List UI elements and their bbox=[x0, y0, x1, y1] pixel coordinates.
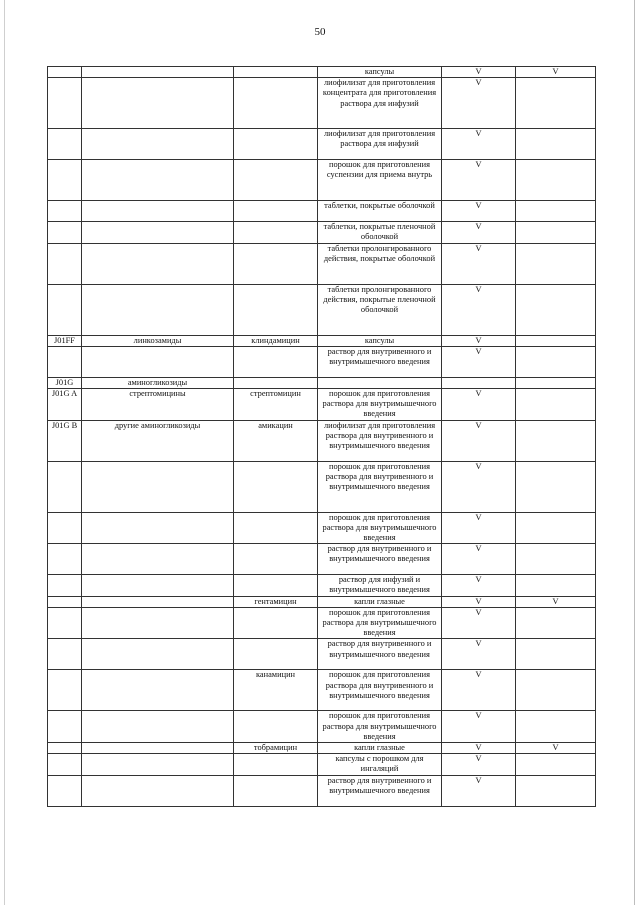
cell-pharm-group bbox=[82, 596, 234, 607]
cell-mark-1: V bbox=[442, 67, 516, 78]
table-row bbox=[48, 596, 596, 607]
cell-drug-name: гентамицин bbox=[234, 596, 318, 607]
cell-mark-1: V bbox=[442, 201, 516, 222]
cell-dosage-form: лиофилизат для приготовления концентрата для приготовления раствора для инфузий bbox=[318, 78, 442, 129]
cell-atc-code bbox=[48, 670, 82, 711]
cell-mark-1: V bbox=[442, 544, 516, 575]
page-number: 50 bbox=[314, 26, 326, 38]
cell-mark-2: V bbox=[516, 596, 596, 607]
cell-pharm-group bbox=[82, 222, 234, 243]
cell-dosage-form: капли глазные bbox=[318, 596, 442, 607]
cell-drug-name bbox=[234, 754, 318, 775]
table-row bbox=[48, 78, 596, 129]
cell-atc-code bbox=[48, 67, 82, 78]
table-row bbox=[48, 67, 596, 78]
cell-atc-code bbox=[48, 160, 82, 201]
cell-mark-2 bbox=[516, 711, 596, 743]
cell-mark-2 bbox=[516, 754, 596, 775]
cell-dosage-form: порошок для приготовления раствора для внутримышечного введения bbox=[318, 607, 442, 639]
cell-drug-name: тобрамицин bbox=[234, 743, 318, 754]
cell-atc-code bbox=[48, 461, 82, 512]
cell-dosage-form: капсулы bbox=[318, 67, 442, 78]
cell-drug-name bbox=[234, 639, 318, 670]
cell-mark-2 bbox=[516, 346, 596, 377]
cell-mark-1: V bbox=[442, 575, 516, 596]
cell-mark-2 bbox=[516, 461, 596, 512]
cell-pharm-group: стрептомицины bbox=[82, 389, 234, 421]
cell-mark-2 bbox=[516, 670, 596, 711]
cell-pharm-group bbox=[82, 711, 234, 743]
cell-drug-name bbox=[234, 377, 318, 388]
cell-atc-code bbox=[48, 754, 82, 775]
cell-mark-2 bbox=[516, 639, 596, 670]
cell-drug-name bbox=[234, 222, 318, 243]
cell-dosage-form: порошок для приготовления раствора для внутривенного и внутримышечного введения bbox=[318, 670, 442, 711]
cell-mark-1: V bbox=[442, 78, 516, 129]
cell-pharm-group bbox=[82, 461, 234, 512]
cell-pharm-group: аминогликозиды bbox=[82, 377, 234, 388]
cell-dosage-form: порошок для приготовления раствора для внутримышечного введения bbox=[318, 711, 442, 743]
table-row bbox=[48, 420, 596, 461]
cell-mark-1: V bbox=[442, 639, 516, 670]
cell-atc-code bbox=[48, 639, 82, 670]
cell-pharm-group bbox=[82, 670, 234, 711]
table-row bbox=[48, 377, 596, 388]
cell-atc-code bbox=[48, 201, 82, 222]
cell-atc-code bbox=[48, 743, 82, 754]
cell-pharm-group bbox=[82, 754, 234, 775]
cell-drug-name bbox=[234, 512, 318, 544]
cell-mark-2 bbox=[516, 222, 596, 243]
cell-mark-1: V bbox=[442, 129, 516, 160]
cell-atc-code: J01FF bbox=[48, 335, 82, 346]
table-row bbox=[48, 512, 596, 544]
cell-pharm-group bbox=[82, 575, 234, 596]
cell-mark-2: V bbox=[516, 743, 596, 754]
cell-mark-2 bbox=[516, 78, 596, 129]
cell-dosage-form: лиофилизат для приготовления раствора для инфузий bbox=[318, 129, 442, 160]
cell-dosage-form: порошок для приготовления суспензии для приема внутрь bbox=[318, 160, 442, 201]
cell-mark-2 bbox=[516, 775, 596, 806]
table-row bbox=[48, 670, 596, 711]
cell-dosage-form: раствор для внутривенного и внутримышечного введения bbox=[318, 544, 442, 575]
cell-mark-1: V bbox=[442, 461, 516, 512]
cell-atc-code bbox=[48, 222, 82, 243]
table-row bbox=[48, 743, 596, 754]
table-body bbox=[48, 67, 596, 807]
cell-atc-code bbox=[48, 775, 82, 806]
scan-right-edge bbox=[634, 0, 635, 905]
table-row bbox=[48, 129, 596, 160]
cell-mark-2 bbox=[516, 512, 596, 544]
table-row bbox=[48, 389, 596, 421]
table-row bbox=[48, 284, 596, 335]
cell-dosage-form: лиофилизат для приготовления раствора для внутривенного и внутримышечного введения bbox=[318, 420, 442, 461]
cell-mark-2 bbox=[516, 420, 596, 461]
cell-drug-name bbox=[234, 461, 318, 512]
cell-atc-code bbox=[48, 243, 82, 284]
cell-mark-2 bbox=[516, 377, 596, 388]
cell-mark-2 bbox=[516, 607, 596, 639]
cell-mark-2 bbox=[516, 575, 596, 596]
cell-drug-name bbox=[234, 775, 318, 806]
cell-atc-code: J01G bbox=[48, 377, 82, 388]
cell-drug-name bbox=[234, 346, 318, 377]
cell-atc-code bbox=[48, 607, 82, 639]
cell-drug-name bbox=[234, 129, 318, 160]
cell-drug-name: клиндамицин bbox=[234, 335, 318, 346]
scan-left-edge bbox=[4, 0, 5, 905]
cell-mark-1: V bbox=[442, 420, 516, 461]
table-row bbox=[48, 775, 596, 806]
cell-dosage-form: раствор для внутривенного и внутримышечного введения bbox=[318, 639, 442, 670]
drug-list-table bbox=[47, 66, 596, 807]
cell-dosage-form: таблетки пролонгированного действия, покрытые оболочкой bbox=[318, 243, 442, 284]
cell-mark-1 bbox=[442, 377, 516, 388]
table-row bbox=[48, 335, 596, 346]
cell-mark-2 bbox=[516, 243, 596, 284]
cell-drug-name bbox=[234, 201, 318, 222]
cell-pharm-group bbox=[82, 775, 234, 806]
cell-atc-code bbox=[48, 129, 82, 160]
cell-mark-1: V bbox=[442, 754, 516, 775]
table-row bbox=[48, 607, 596, 639]
cell-pharm-group bbox=[82, 607, 234, 639]
cell-drug-name bbox=[234, 544, 318, 575]
cell-drug-name: стрептомицин bbox=[234, 389, 318, 421]
cell-pharm-group: линкозамиды bbox=[82, 335, 234, 346]
cell-mark-1: V bbox=[442, 743, 516, 754]
cell-pharm-group bbox=[82, 67, 234, 78]
cell-atc-code bbox=[48, 596, 82, 607]
table-row bbox=[48, 575, 596, 596]
cell-dosage-form: таблетки, покрытые пленочной оболочкой bbox=[318, 222, 442, 243]
cell-drug-name bbox=[234, 284, 318, 335]
cell-atc-code bbox=[48, 711, 82, 743]
cell-drug-name bbox=[234, 160, 318, 201]
cell-mark-1: V bbox=[442, 284, 516, 335]
cell-dosage-form: капсулы bbox=[318, 335, 442, 346]
cell-atc-code bbox=[48, 512, 82, 544]
cell-dosage-form: капли глазные bbox=[318, 743, 442, 754]
cell-mark-1: V bbox=[442, 711, 516, 743]
cell-mark-1: V bbox=[442, 222, 516, 243]
cell-drug-name bbox=[234, 607, 318, 639]
cell-atc-code bbox=[48, 284, 82, 335]
table-row bbox=[48, 754, 596, 775]
cell-dosage-form: капсулы с порошком для ингаляций bbox=[318, 754, 442, 775]
cell-pharm-group bbox=[82, 160, 234, 201]
cell-dosage-form: раствор для внутривенного и внутримышечного введения bbox=[318, 346, 442, 377]
table-row bbox=[48, 346, 596, 377]
cell-mark-1: V bbox=[442, 335, 516, 346]
table-row bbox=[48, 243, 596, 284]
cell-atc-code bbox=[48, 346, 82, 377]
cell-pharm-group bbox=[82, 201, 234, 222]
cell-pharm-group bbox=[82, 639, 234, 670]
table-row bbox=[48, 160, 596, 201]
cell-drug-name: амикацин bbox=[234, 420, 318, 461]
table-row bbox=[48, 711, 596, 743]
cell-atc-code bbox=[48, 544, 82, 575]
table-row bbox=[48, 544, 596, 575]
cell-atc-code bbox=[48, 575, 82, 596]
cell-mark-2 bbox=[516, 129, 596, 160]
cell-dosage-form: раствор для инфузий и внутримышечного введения bbox=[318, 575, 442, 596]
cell-mark-2 bbox=[516, 160, 596, 201]
cell-dosage-form: порошок для приготовления раствора для внутривенного и внутримышечного введения bbox=[318, 461, 442, 512]
cell-mark-1: V bbox=[442, 160, 516, 201]
cell-atc-code: J01G A bbox=[48, 389, 82, 421]
cell-dosage-form: порошок для приготовления раствора для внутримышечного введения bbox=[318, 389, 442, 421]
cell-pharm-group bbox=[82, 512, 234, 544]
cell-mark-1: V bbox=[442, 389, 516, 421]
cell-pharm-group bbox=[82, 243, 234, 284]
cell-pharm-group bbox=[82, 346, 234, 377]
cell-mark-1: V bbox=[442, 670, 516, 711]
cell-pharm-group bbox=[82, 129, 234, 160]
cell-dosage-form: таблетки пролонгированного действия, покрытые пленочной оболочкой bbox=[318, 284, 442, 335]
cell-mark-1: V bbox=[442, 346, 516, 377]
cell-dosage-form: порошок для приготовления раствора для внутримышечного введения bbox=[318, 512, 442, 544]
cell-dosage-form bbox=[318, 377, 442, 388]
cell-dosage-form: таблетки, покрытые оболочкой bbox=[318, 201, 442, 222]
cell-mark-2 bbox=[516, 201, 596, 222]
cell-mark-1: V bbox=[442, 775, 516, 806]
cell-pharm-group: другие аминогликозиды bbox=[82, 420, 234, 461]
cell-mark-2: V bbox=[516, 67, 596, 78]
table-row bbox=[48, 639, 596, 670]
cell-mark-1: V bbox=[442, 512, 516, 544]
cell-dosage-form: раствор для внутривенного и внутримышечного введения bbox=[318, 775, 442, 806]
cell-pharm-group bbox=[82, 743, 234, 754]
cell-mark-2 bbox=[516, 389, 596, 421]
cell-pharm-group bbox=[82, 78, 234, 129]
cell-mark-2 bbox=[516, 544, 596, 575]
table-row bbox=[48, 222, 596, 243]
cell-atc-code bbox=[48, 78, 82, 129]
cell-mark-2 bbox=[516, 284, 596, 335]
cell-mark-1: V bbox=[442, 243, 516, 284]
cell-pharm-group bbox=[82, 544, 234, 575]
cell-atc-code: J01G B bbox=[48, 420, 82, 461]
cell-drug-name: канамицин bbox=[234, 670, 318, 711]
cell-mark-1: V bbox=[442, 596, 516, 607]
cell-mark-2 bbox=[516, 335, 596, 346]
cell-mark-1: V bbox=[442, 607, 516, 639]
cell-drug-name bbox=[234, 711, 318, 743]
cell-drug-name bbox=[234, 243, 318, 284]
table-row bbox=[48, 461, 596, 512]
table-row bbox=[48, 201, 596, 222]
cell-drug-name bbox=[234, 575, 318, 596]
cell-drug-name bbox=[234, 78, 318, 129]
cell-pharm-group bbox=[82, 284, 234, 335]
cell-drug-name bbox=[234, 67, 318, 78]
